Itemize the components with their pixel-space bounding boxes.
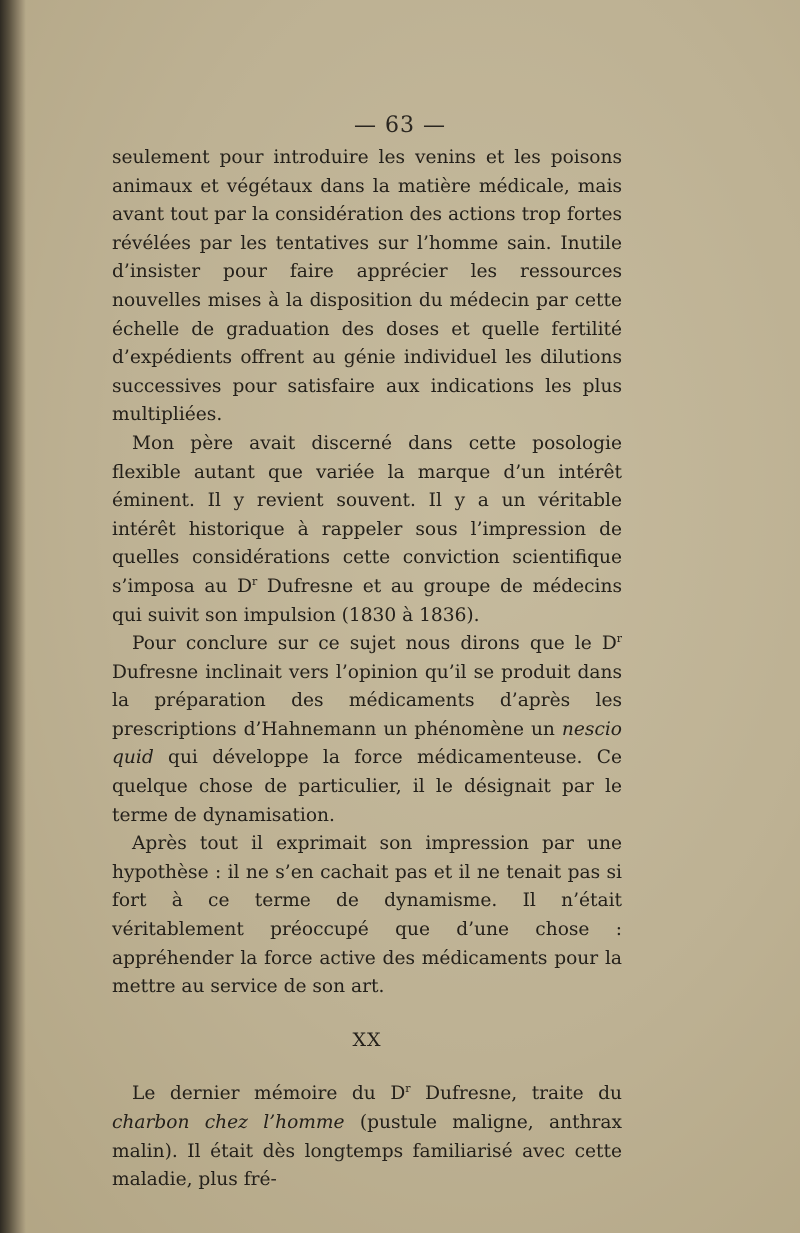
section-paragraph-text-middle: Dufresne, traite du — [410, 1083, 622, 1105]
section-paragraph-text-end: (pustule maligne, anthrax malin). Il était dès longtemps familiarisé avec cette maladie, plus fré- — [112, 1112, 622, 1191]
section-paragraph-text-start: Le dernier mémoire du D — [132, 1083, 406, 1105]
paragraph-3-text-start: Pour conclure sur ce sujet nous dirons que le D — [132, 633, 617, 655]
section-paragraph-italic-phrase: charbon chez l’homme — [112, 1112, 345, 1133]
paragraph-2-text-start: Mon père avait discerné dans cette posologie flexible autant que variée la marque d’un intérêt éminent. Il y revient souvent. Il y a un véritable intérêt historique à rappeler sous l’impression de quelles considérations cette conviction scientifique s’imposa au D — [112, 432, 622, 597]
paragraph-3-italic-phrase: nescio quid — [112, 718, 622, 769]
section-paragraph — [112, 1080, 622, 1194]
body-text — [112, 144, 622, 1195]
paragraph-2-text-end: Dufresne et au groupe de médecins qui suivit son impulsion (1830 à 1836). — [112, 575, 622, 626]
paragraph-3 — [112, 630, 622, 830]
paragraph-2 — [112, 430, 622, 630]
paragraph-1: seulement pour introduire les venins et les poisons animaux et végétaux dans la matière médicale, mais avant tout par la considération des actions trop fortes révélées par les tentatives sur l’homme sain. Inutile d’insister pour faire apprécier les ressources nouvelles mises à la disposition du médecin par cette échelle de graduation des doses et quelle fertilité d’expédients offrent au génie individuel les dilutions successives pour satisfaire aux indications les plus multipliées. — [112, 147, 622, 426]
page-number: — 63 — — [354, 113, 446, 138]
book-spine-shadow — [0, 0, 26, 1233]
paragraph-3-text-middle: Dufresne inclinait vers l’opinion qu’il se produit dans la préparation des médicaments d’après les prescriptions d’Hahnemann un phénomène un — [112, 661, 622, 740]
paragraph-2-superscript: r — [252, 574, 258, 588]
paragraph-3-superscript: r — [616, 631, 622, 645]
section-paragraph-superscript: r — [405, 1082, 411, 1096]
paragraph-4: Après tout il exprimait son impression par une hypothèse : il ne s’en cachait pas et il ne tenait pas si fort à ce terme de dynamisme. Il n’était véritablement préoccupé que d’une chose : appréhender la force active des médicaments pour la mettre au service de son art. — [112, 833, 622, 998]
paragraph-3-text-end: qui développe la force médicamenteuse. Ce quelque chose de particulier, il le désignait par le terme de dynamisation. — [112, 747, 622, 826]
section-heading: XX — [352, 1028, 382, 1051]
